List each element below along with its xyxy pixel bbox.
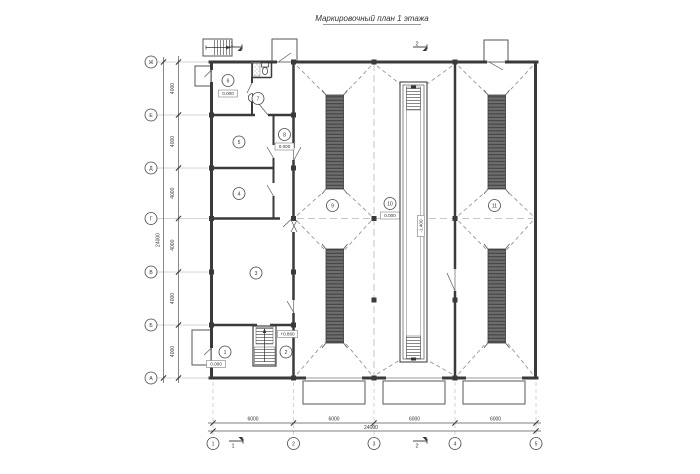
room-11-number: 11 (491, 203, 498, 210)
svg-text:1: 1 (231, 443, 235, 450)
porch-left-bottom (192, 330, 211, 365)
room-2-number: 2 (284, 349, 288, 356)
section-2-top (413, 42, 427, 52)
loading-dock-1 (303, 381, 365, 404)
row-bubble-zh: Ж (148, 59, 154, 66)
drawing-title (315, 14, 429, 25)
room-8-level: 0.000 (278, 144, 291, 149)
col-bubble-4: 4 (453, 441, 457, 448)
svg-text:2: 2 (415, 41, 419, 48)
dimension-bottom (208, 417, 541, 434)
room-5-number: 5 (237, 139, 241, 146)
dim-bottom-seg-1: 6000 (247, 416, 259, 423)
room-1-number: 1 (223, 349, 227, 356)
shower-tray (252, 63, 261, 77)
vestibule-top (272, 39, 297, 62)
dim-bottom-seg-4: 6000 (489, 416, 502, 423)
col-bubble-2: 2 (292, 441, 295, 448)
dim-bottom-seg-2: 6000 (328, 416, 340, 423)
room-6-level: 0.000 (222, 91, 234, 96)
room-7-number: 7 (256, 96, 260, 103)
dim-left-seg-5: 4000 (170, 292, 176, 305)
room-10-level: 0.000 (384, 213, 396, 218)
staircase-room2 (253, 326, 276, 366)
toilet-symbol (262, 63, 269, 75)
col-bubble-3: 3 (372, 441, 376, 448)
inspection-pit-room10 (400, 82, 427, 362)
room9-strip-upper (322, 90, 348, 194)
room-9-number: 9 (331, 203, 334, 210)
pit-ladder-top (407, 87, 421, 110)
loading-dock-2 (383, 381, 445, 404)
opening-x-mark (291, 220, 297, 232)
room-2-level: +0.860 (280, 331, 295, 337)
loading-dock-3 (463, 381, 525, 404)
dim-bottom-total: 24000 (364, 425, 378, 431)
dim-left-seg-1: 4000 (170, 82, 176, 95)
pit-ladder-bottom (407, 336, 421, 359)
section-2-bottom (413, 437, 427, 450)
svg-text:2: 2 (415, 443, 419, 450)
row-bubble-e: Е (149, 112, 153, 119)
svg-text:-1.400: -1.400 (418, 219, 424, 233)
dim-bottom-seg-3: 6000 (408, 416, 421, 423)
room-8-number: 8 (283, 132, 286, 139)
dim-left-seg-3: 4000 (170, 187, 176, 199)
room-1-level: 0.000 (210, 361, 222, 367)
row-bubble-b: Б (149, 322, 153, 329)
room-3-number: 3 (254, 270, 258, 277)
row-bubble-a: А (149, 375, 153, 382)
room9-strip-lower (322, 244, 348, 348)
grid-bubbles-cols (207, 438, 542, 450)
grid-axes (157, 62, 536, 436)
row-bubble-d: Д (149, 165, 153, 172)
page-title: Маркировочный план 1 этажа (315, 14, 429, 23)
room11-strip-lower (484, 244, 510, 348)
room-6-number: 6 (226, 78, 230, 85)
svg-text:1: 1 (230, 41, 234, 48)
dim-left-seg-2: 4000 (170, 135, 176, 148)
pit-level-mark (417, 216, 424, 237)
porch-left-top (195, 66, 211, 86)
vestibule-top-right (484, 40, 508, 62)
section-1-bottom (229, 437, 243, 450)
col-bubble-5: 5 (534, 441, 538, 448)
room11-strip-upper (484, 90, 510, 194)
grid-bubbles-rows (145, 56, 157, 384)
row-bubble-g: Г (149, 216, 153, 223)
col-bubble-1: 1 (211, 441, 215, 448)
room-4-number: 4 (237, 191, 241, 198)
room-10-number: 10 (387, 201, 393, 208)
dim-left-total: 24000 (155, 233, 162, 247)
exterior-elements (192, 39, 525, 404)
dim-left-seg-4: 4000 (170, 239, 176, 251)
row-bubble-v: В (149, 269, 153, 276)
dim-left-seg-6: 4000 (170, 345, 176, 358)
dimension-left (156, 56, 182, 383)
